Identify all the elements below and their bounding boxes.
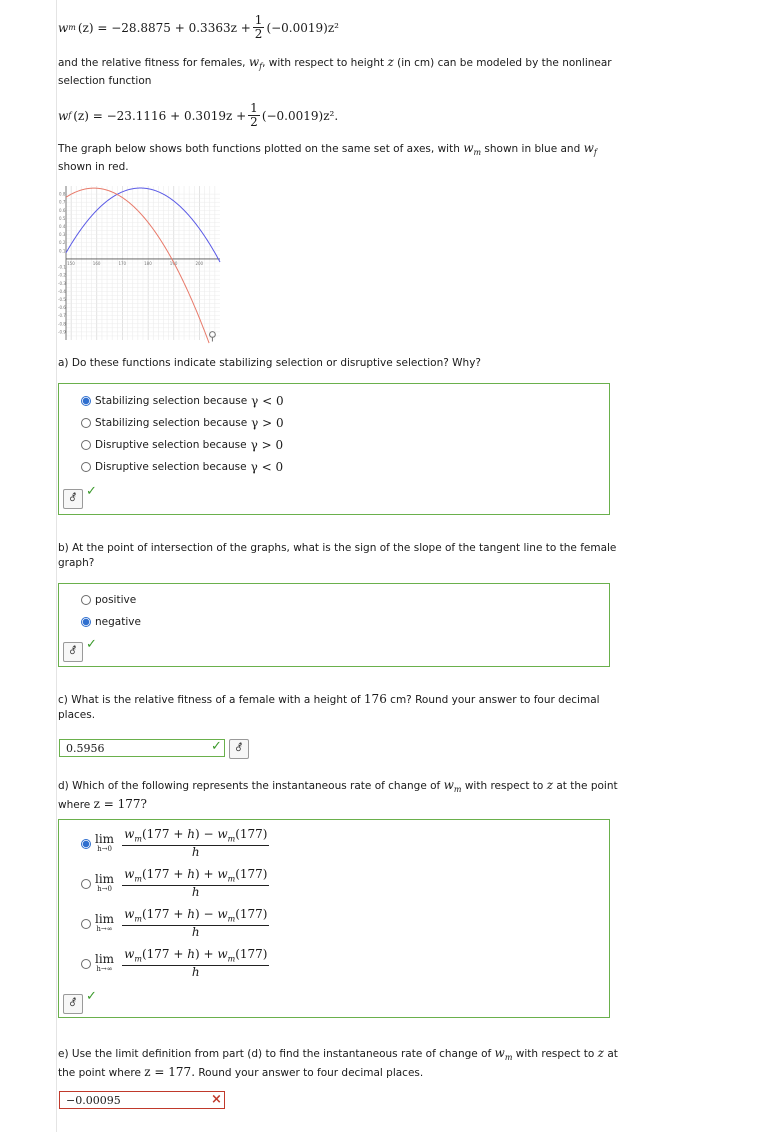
radio-button[interactable]	[81, 959, 91, 969]
option-label: Disruptive selection because	[95, 461, 247, 473]
radio-button[interactable]	[81, 919, 91, 929]
x-tick-label: 160	[92, 260, 101, 266]
radio-button[interactable]	[81, 440, 91, 450]
option-d-2[interactable]	[81, 868, 271, 899]
difference-quotient: $\frac{w_m(177 + h) - w_m(177)}{h}$	[124, 827, 268, 860]
y-tick-label: -0.4	[58, 288, 66, 294]
limit-operator: lim h→∞	[95, 912, 115, 934]
x-tick-label: 170	[118, 260, 127, 266]
x-tick-label: 150	[67, 260, 75, 266]
radio-button[interactable]	[81, 418, 91, 428]
y-tick-label: -0.6	[58, 305, 66, 311]
option-d-3[interactable]	[81, 908, 271, 939]
equation-female: w f (z) = −23.1116 + 0.3019z + $\frac{1}{2}$ (−0.0019)z².	[58, 101, 339, 129]
difference-quotient: $\frac{w_m(177 + h) + w_m(177)}{h}$	[124, 867, 268, 900]
y-tick-label: 0.8	[59, 191, 66, 197]
content-left-border	[56, 0, 57, 1132]
equation-male: w m (z) = −28.8875 + 0.3363z + $\frac{1}{2}$ (−0.0019)z²	[58, 13, 339, 41]
y-tick-label: 0.3	[59, 232, 66, 238]
y-tick-label: -0.1	[58, 264, 66, 270]
radio-button[interactable]	[81, 396, 91, 406]
question-b: b) At the point of intersection of the graphs, what is the sign of the slope of the tangent line to the female graph?	[58, 542, 617, 569]
keyboard-icon[interactable]: ⚦	[63, 489, 83, 509]
option-label: positive	[95, 594, 137, 606]
option-label: Stabilizing selection because	[95, 395, 248, 407]
option-a-1[interactable]	[81, 394, 284, 408]
question-c: c) What is the relative fitness of a female with a height of 176 cm? Round your answer to four decimal places.	[58, 692, 600, 721]
y-tick-label: 0.6	[59, 207, 66, 213]
difference-quotient: $\frac{w_m(177 + h) - w_m(177)}{h}$	[124, 907, 268, 940]
y-tick-label: 0.1	[59, 248, 66, 254]
option-label: Disruptive selection because	[95, 439, 247, 451]
y-tick-label: -0.2	[58, 272, 66, 278]
check-icon: ✓	[86, 484, 97, 499]
y-tick-label: 0.4	[59, 224, 66, 230]
option-b-1[interactable]	[81, 594, 136, 606]
option-a-4[interactable]	[81, 460, 283, 474]
keyboard-icon[interactable]: ⚦	[63, 642, 83, 662]
keyboard-icon[interactable]: ⚦	[63, 994, 83, 1014]
magnify-icon[interactable]: ⚲	[208, 329, 217, 343]
y-tick-label: -0.5	[58, 296, 66, 302]
option-label: negative	[95, 616, 141, 628]
option-math: γ > 0	[250, 438, 284, 452]
y-tick-label: -0.7	[58, 313, 66, 319]
option-d-4[interactable]	[81, 948, 271, 979]
y-tick-label: 0.2	[59, 240, 66, 246]
radio-button[interactable]	[81, 617, 91, 627]
x-tick-label: 180	[144, 260, 152, 266]
check-icon: ✓	[86, 989, 97, 1004]
cross-icon: ×	[211, 1092, 222, 1107]
y-tick-label: -0.8	[58, 321, 66, 327]
radio-button[interactable]	[81, 595, 91, 605]
question-e: e) Use the limit definition from part (d) to find the instantaneous rate of change of $w_m$ with respect to z at the point where z = 177. Round your answer to four decimal places.	[58, 1046, 618, 1080]
radio-button[interactable]	[81, 462, 91, 472]
option-label: Stabilizing selection because	[95, 417, 248, 429]
y-tick-label: 0.5	[59, 215, 66, 221]
answer-c-input[interactable]: 0.5956	[59, 739, 225, 757]
option-math: γ < 0	[251, 394, 284, 408]
difference-quotient: $\frac{w_m(177 + h) + w_m(177)}{h}$	[124, 947, 268, 980]
check-icon: ✓	[86, 637, 97, 652]
x-tick-label: 190	[169, 260, 178, 266]
question-a-box	[58, 383, 610, 515]
option-a-2[interactable]	[81, 416, 284, 430]
option-math: γ > 0	[251, 416, 284, 430]
radio-button[interactable]	[81, 839, 91, 849]
question-a: a) Do these functions indicate stabilizing selection or disruptive selection? Why?	[58, 357, 481, 369]
y-tick-label: -0.3	[58, 280, 66, 286]
limit-operator: lim h→∞	[95, 952, 115, 974]
question-d: d) Which of the following represents the instantaneous rate of change of $w_m$ with respect to z at the point where z = 177?	[58, 778, 618, 812]
intro-female-text: and the relative fitness for females, $w_f$, with respect to height z (in cm) can be modeled by the nonlinear selection function	[58, 55, 612, 88]
radio-button[interactable]	[81, 879, 91, 889]
limit-operator: lim h→0	[95, 832, 115, 854]
check-icon: ✓	[211, 739, 222, 754]
option-a-3[interactable]	[81, 438, 283, 452]
question-b-box	[58, 583, 610, 667]
option-d-1[interactable]	[81, 828, 271, 859]
x-tick-label: 200	[195, 260, 204, 266]
option-b-2[interactable]	[81, 616, 141, 628]
keyboard-icon[interactable]: ⚦	[229, 739, 249, 759]
y-tick-label: -0.9	[58, 329, 66, 335]
y-tick-label: 0.7	[59, 199, 66, 205]
fitness-graph	[58, 182, 224, 344]
answer-e-input[interactable]: −0.00095	[59, 1091, 225, 1109]
limit-operator: lim h→0	[95, 872, 115, 894]
option-math: γ < 0	[250, 460, 284, 474]
question-d-box	[58, 819, 610, 1018]
graph-description: The graph below shows both functions plotted on the same set of axes, with $w_m$ shown in blue and $w_f$ shown in red.	[58, 141, 597, 174]
